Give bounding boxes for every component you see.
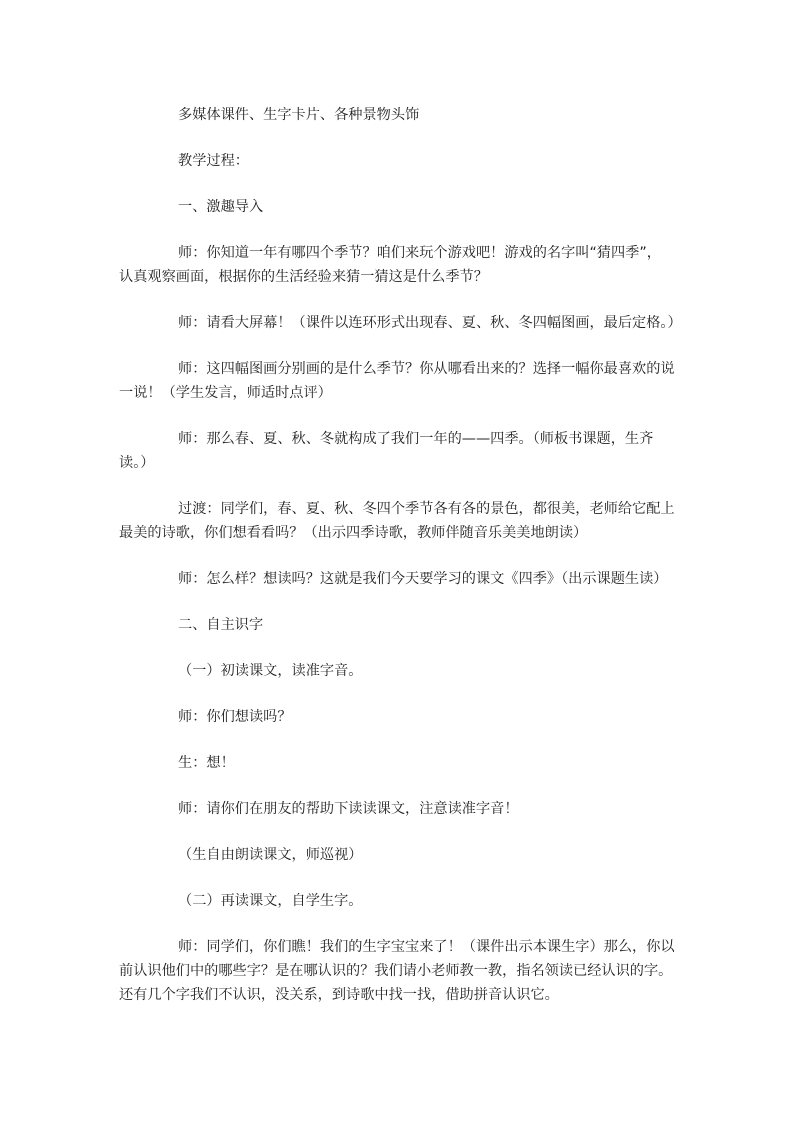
section-heading-1 [119, 195, 679, 219]
paragraph-new-characters [119, 935, 679, 1007]
paragraph-line: 最美的诗歌，你们想看看吗？（出示四季诗歌，教师伴随音乐美美地朗读） [119, 525, 588, 541]
subheading-second-read [119, 889, 679, 913]
paragraph-line: （一）初读课文，读准字音。 [178, 663, 363, 679]
paragraph-free-reading [119, 843, 679, 867]
paragraph-line: 认真观察画面，根据你的生活经验来猜一猜这是什么季节？ [119, 269, 488, 285]
paragraph-line: 多媒体课件、生字卡片、各种景物头饰 [178, 107, 420, 123]
paragraph-line: 师：你知道一年有哪四个季节？咱们来玩个游戏吧！游戏的名字叫“猜四季”， [178, 245, 661, 261]
paragraph-line: 二、自主识字 [178, 617, 264, 633]
paragraph-line: （二）再读课文，自学生字。 [178, 893, 363, 909]
paragraph-line: 师：那么春、夏、秋、冬就构成了我们一年的——四季。（师板书课题，生齐 [178, 431, 654, 447]
paragraph-line: 读。） [119, 455, 155, 471]
subheading-first-read [119, 659, 679, 683]
paragraph-guess-seasons [119, 241, 679, 289]
paragraph-line: 过渡：同学们，春、夏、秋、冬四个季节各有各的景色，都很美，老师给它配上 [178, 501, 675, 517]
paragraph-line: 师：请看大屏幕！（课件以连环形式出现春、夏、秋、冬四幅图画，最后定格。） [178, 315, 682, 331]
paragraph-line: （生自由朗读课文，师巡视） [178, 847, 363, 863]
paragraph-line: 一、激趣导入 [178, 199, 264, 215]
paragraph-line: 还有几个字我们不认识，没关系，到诗歌中找一找，借助拼音认识它。 [119, 987, 559, 1003]
paragraph-line: 生：想！ [178, 755, 235, 771]
paragraph-line: 一说！（学生发言，师适时点评） [119, 385, 332, 401]
paragraph-four-pictures [119, 357, 679, 405]
paragraph-transition [119, 497, 679, 545]
paragraph-line: 师：怎么样？想读吗？这就是我们今天要学习的课文《四季》（出示课题生读） [178, 571, 668, 587]
paragraph-big-screen [119, 311, 682, 335]
paragraph-line: 师：你们想读吗？ [178, 709, 292, 725]
paragraph-materials [119, 103, 679, 127]
paragraph-student-reply [119, 751, 679, 775]
section-heading-2 [119, 613, 679, 637]
paragraph-line: 师：同学们，你们瞧！我们的生字宝宝来了！（课件出示本课生字）那么，你以 [178, 939, 675, 955]
paragraph-want-read [119, 705, 679, 729]
paragraph-four-seasons-title [119, 427, 679, 475]
paragraph-read-with-friends [119, 797, 679, 821]
paragraph-line: 师：这四幅图画分别画的是什么季节？你从哪看出来的？选择一幅你最喜欢的说 [178, 361, 675, 377]
paragraph-line: 前认识他们中的哪些字？是在哪认识的？我们请小老师教一教，指名领读已经认识的字。 [119, 963, 673, 979]
paragraph-lesson-intro [119, 567, 679, 591]
heading-teaching-process [119, 149, 679, 173]
paragraph-line: 教学过程： [178, 153, 249, 169]
paragraph-line: 师：请你们在朋友的帮助下读读课文，注意读准字音！ [178, 801, 519, 817]
document-body [119, 103, 682, 1007]
